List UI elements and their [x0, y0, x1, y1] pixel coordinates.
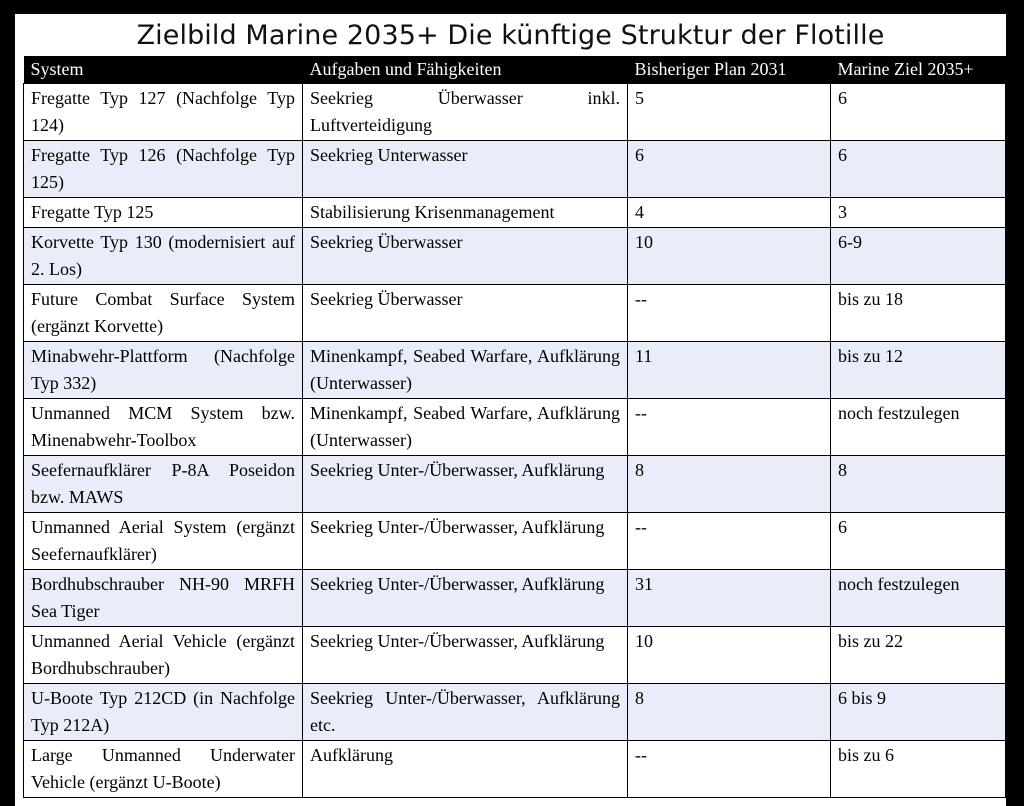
- cell-tasks: Seekrieg Überwasser: [303, 285, 628, 342]
- cell-tasks: Aufklärung: [303, 741, 628, 798]
- cell-tasks: Seekrieg Unter-/Überwasser, Aufklärung etc.: [303, 684, 628, 741]
- header-row: [24, 56, 1006, 84]
- cell-tasks: Seekrieg Überwasser inkl. Luftverteidigung: [303, 84, 628, 141]
- table-row: [24, 684, 1006, 741]
- table-header: [24, 56, 1006, 84]
- cell-ziel-2035: 6-9: [831, 228, 1006, 285]
- page-title: Zielbild Marine 2035+ Die künftige Struktur der Flotille: [136, 20, 885, 51]
- table-row: [24, 141, 1006, 198]
- cell-plan-2031: --: [628, 741, 831, 798]
- cell-tasks: Seekrieg Unter-/Überwasser, Aufklärung: [303, 570, 628, 627]
- document-page: [15, 14, 1006, 806]
- table-row: [24, 456, 1006, 513]
- table-row: [24, 570, 1006, 627]
- cell-ziel-2035: 6: [831, 513, 1006, 570]
- cell-ziel-2035: bis zu 22: [831, 627, 1006, 684]
- cell-ziel-2035: 8: [831, 456, 1006, 513]
- table-row: [24, 285, 1006, 342]
- cell-system: Minabwehr-Plattform (Nachfolge Typ 332): [24, 342, 303, 399]
- cell-tasks: Seekrieg Unter-/Überwasser, Aufklärung: [303, 627, 628, 684]
- cell-ziel-2035: 6 bis 9: [831, 684, 1006, 741]
- cell-system: Bordhubschrauber NH-90 MRFH Sea Tiger: [24, 570, 303, 627]
- cell-system: Future Combat Surface System (ergänzt Korvette): [24, 285, 303, 342]
- cell-system: Fregatte Typ 126 (Nachfolge Typ 125): [24, 141, 303, 198]
- header-tasks: Aufgaben und Fähigkeiten: [303, 56, 628, 84]
- cell-ziel-2035: 3: [831, 198, 1006, 228]
- cell-system: Korvette Typ 130 (modernisiert auf 2. Los): [24, 228, 303, 285]
- cell-plan-2031: 5: [628, 84, 831, 141]
- table-row: [24, 342, 1006, 399]
- cell-plan-2031: 4: [628, 198, 831, 228]
- cell-tasks: Seekrieg Unter-/Überwasser, Aufklärung: [303, 513, 628, 570]
- cell-system: Unmanned Aerial Vehicle (ergänzt Bordhubschrauber): [24, 627, 303, 684]
- cell-plan-2031: --: [628, 285, 831, 342]
- cell-system: U-Boote Typ 212CD (in Nachfolge Typ 212A): [24, 684, 303, 741]
- cell-ziel-2035: noch festzulegen: [831, 570, 1006, 627]
- cell-tasks: Minenkampf, Seabed Warfare, Aufklärung (Unterwasser): [303, 399, 628, 456]
- cell-system: Unmanned Aerial System (ergänzt Seefernaufklärer): [24, 513, 303, 570]
- cell-plan-2031: 11: [628, 342, 831, 399]
- cell-plan-2031: 8: [628, 456, 831, 513]
- cell-plan-2031: 10: [628, 627, 831, 684]
- cell-ziel-2035: bis zu 12: [831, 342, 1006, 399]
- fleet-structure-table: [23, 56, 1006, 798]
- cell-tasks: Minenkampf, Seabed Warfare, Aufklärung (Unterwasser): [303, 342, 628, 399]
- table-row: [24, 228, 1006, 285]
- cell-ziel-2035: noch festzulegen: [831, 399, 1006, 456]
- cell-tasks: Stabilisierung Krisenmanagement: [303, 198, 628, 228]
- table-row: [24, 198, 1006, 228]
- cell-system: Large Unmanned Underwater Vehicle (ergänzt U-Boote): [24, 741, 303, 798]
- cell-plan-2031: 8: [628, 684, 831, 741]
- cell-plan-2031: 6: [628, 141, 831, 198]
- cell-system: Fregatte Typ 127 (Nachfolge Typ 124): [24, 84, 303, 141]
- cell-ziel-2035: bis zu 6: [831, 741, 1006, 798]
- table-row: [24, 627, 1006, 684]
- cell-plan-2031: --: [628, 399, 831, 456]
- header-system: System: [24, 56, 303, 84]
- cell-ziel-2035: 6: [831, 141, 1006, 198]
- cell-tasks: Seekrieg Unter-/Überwasser, Aufklärung: [303, 456, 628, 513]
- cell-system: Unmanned MCM System bzw. Minenabwehr-Toolbox: [24, 399, 303, 456]
- cell-ziel-2035: bis zu 18: [831, 285, 1006, 342]
- header-ziel-2035: Marine Ziel 2035+: [831, 56, 1006, 84]
- table-row: [24, 513, 1006, 570]
- cell-plan-2031: 10: [628, 228, 831, 285]
- cell-tasks: Seekrieg Unterwasser: [303, 141, 628, 198]
- table-row: [24, 741, 1006, 798]
- table-row: [24, 84, 1006, 141]
- cell-system: Seefernaufklärer P-8A Poseidon bzw. MAWS: [24, 456, 303, 513]
- cell-plan-2031: --: [628, 513, 831, 570]
- header-plan-2031: Bisheriger Plan 2031: [628, 56, 831, 84]
- cell-tasks: Seekrieg Überwasser: [303, 228, 628, 285]
- cell-system: Fregatte Typ 125: [24, 198, 303, 228]
- table-row: [24, 399, 1006, 456]
- cell-ziel-2035: 6: [831, 84, 1006, 141]
- cell-plan-2031: 31: [628, 570, 831, 627]
